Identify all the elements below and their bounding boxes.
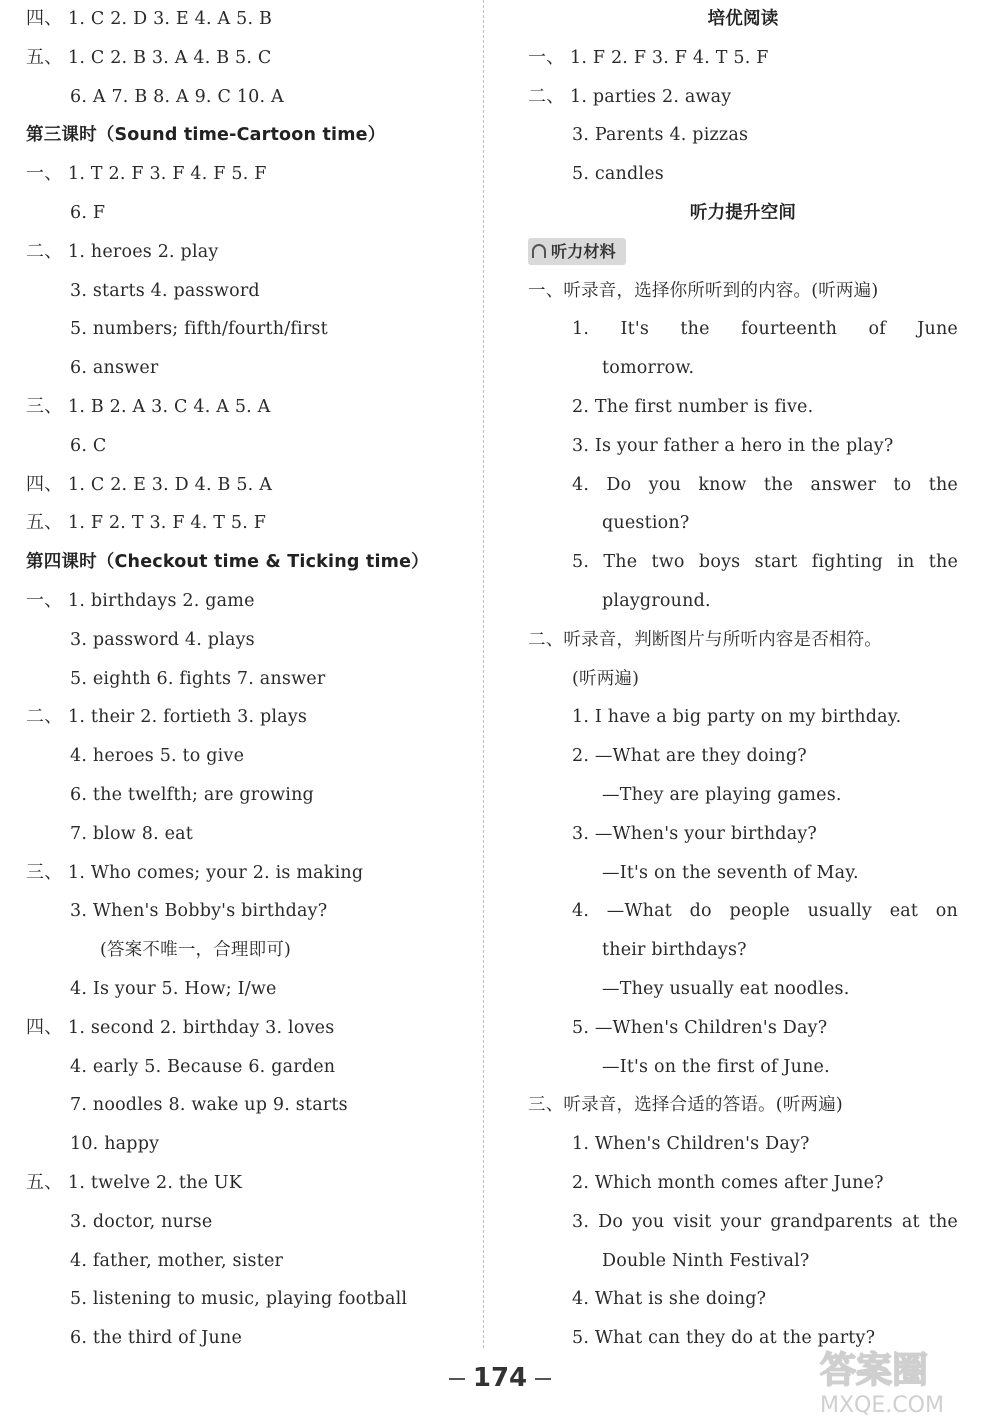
answer-line <box>26 931 466 970</box>
answer-text: 2. Which month comes after June? <box>572 1172 884 1193</box>
answer-line <box>528 116 958 155</box>
answer-text: 5. eighth 6. fights 7. answer <box>70 668 326 689</box>
answer-line <box>26 427 466 466</box>
answer-line <box>528 1009 958 1048</box>
answer-text: 5. listening to music, playing football <box>70 1289 408 1310</box>
answer-line <box>26 621 466 660</box>
answer-line <box>26 194 466 233</box>
answer-text: 5. numbers; fifth/fourth/first <box>70 319 328 340</box>
answer-line <box>26 1242 466 1281</box>
answer-line <box>528 582 958 621</box>
answer-line <box>26 155 466 194</box>
answer-text: 5. The two boys start fighting in the <box>572 552 958 573</box>
answer-text: (听两遍) <box>572 668 640 689</box>
answer-line <box>528 970 958 1009</box>
answer-line <box>528 854 958 893</box>
answer-text: 1. F 2. F 3. F 4. T 5. F <box>570 47 769 68</box>
answer-text: 4. early 5. Because 6. garden <box>70 1056 336 1077</box>
left-column <box>26 0 466 1358</box>
answer-text: 5. What can they do at the party? <box>572 1328 876 1349</box>
answer-line <box>528 272 958 311</box>
answer-line <box>26 0 466 39</box>
question-number: 三、 <box>26 861 63 883</box>
answer-text: 6. C <box>70 435 107 456</box>
answer-text: —They are playing games. <box>602 784 842 805</box>
answer-text: 6. A 7. B 8. A 9. C 10. A <box>70 86 284 107</box>
answer-line <box>26 1086 466 1125</box>
answer-text: 二、听录音，判断图片与所听内容是否相符。 <box>528 629 882 650</box>
answer-text: 1. C 2. B 3. A 4. B 5. C <box>68 47 272 68</box>
answer-line <box>26 582 466 621</box>
answer-text: 1. When's Children's Day? <box>572 1134 810 1155</box>
answer-text: 3. Is your father a hero in the play? <box>572 435 894 456</box>
answer-text: 7. blow 8. eat <box>70 823 194 844</box>
answer-text: 2. The first number is five. <box>572 396 814 417</box>
answer-text: 1. C 2. E 3. D 4. B 5. A <box>68 474 273 495</box>
answer-text: 4. What is she doing? <box>572 1289 767 1310</box>
answer-text: 6. the twelfth; are growing <box>70 784 314 805</box>
answer-text: 1. F 2. T 3. F 4. T 5. F <box>68 513 267 534</box>
answer-line <box>528 466 958 505</box>
question-number: 一、 <box>26 163 63 185</box>
page-number-text: 174 <box>472 1363 528 1393</box>
answer-line <box>528 543 958 582</box>
answer-line <box>26 504 466 543</box>
answer-text: 4. father, mother, sister <box>70 1250 284 1271</box>
answer-line <box>528 155 958 194</box>
answer-line <box>26 1319 466 1358</box>
answer-text: 3. Do you visit your grandparents at the <box>572 1211 958 1232</box>
question-number: 五、 <box>26 1171 63 1193</box>
answer-text: —It's on the first of June. <box>602 1056 830 1077</box>
answer-line <box>528 931 958 970</box>
answer-line <box>528 504 958 543</box>
question-number: 二、 <box>26 706 63 728</box>
answer-line <box>26 1203 466 1242</box>
answer-line <box>528 892 958 931</box>
answer-line <box>528 1203 958 1242</box>
answer-line <box>528 78 958 117</box>
answer-text: question? <box>602 513 690 534</box>
section-heading: 第四课时（Checkout time & Ticking time） <box>26 552 429 573</box>
question-number: 一、 <box>528 46 565 68</box>
question-number: 四、 <box>26 1016 63 1038</box>
answer-text: 3. password 4. plays <box>70 629 255 650</box>
watermark-logo <box>812 1338 988 1420</box>
answer-text: 3. starts 4. password <box>70 280 260 301</box>
answer-line <box>528 1086 958 1125</box>
answer-line <box>26 970 466 1009</box>
question-number: 三、 <box>26 395 63 417</box>
question-number: 二、 <box>26 240 63 262</box>
column-divider <box>483 0 484 1348</box>
answer-line <box>26 78 466 117</box>
answer-text: 5. —When's Children's Day? <box>572 1017 828 1038</box>
answer-line <box>26 466 466 505</box>
answer-line <box>26 854 466 893</box>
answer-line <box>26 660 466 699</box>
answer-line <box>26 349 466 388</box>
answer-text: 10. happy <box>70 1134 160 1155</box>
answer-line <box>528 1280 958 1319</box>
answer-line <box>26 737 466 776</box>
answer-line <box>528 349 958 388</box>
answer-text: 2. —What are they doing? <box>572 746 807 767</box>
listening-material-tag-row <box>528 233 958 272</box>
answer-line <box>26 272 466 311</box>
answer-line <box>528 310 958 349</box>
answer-text: playground. <box>602 590 711 611</box>
answer-text: 3. doctor, nurse <box>70 1211 213 1232</box>
answer-text: 1. It's the fourteenth of June <box>572 319 958 340</box>
answer-line <box>528 776 958 815</box>
answer-line <box>528 1242 958 1281</box>
answer-text: tomorrow. <box>602 358 695 379</box>
tag-label: 听力材料 <box>551 241 616 261</box>
answer-line <box>528 39 958 78</box>
section-heading: 培优阅读 <box>707 9 779 29</box>
answer-text: 4. heroes 5. to give <box>70 746 245 767</box>
answer-text: 1. T 2. F 3. F 4. F 5. F <box>68 164 267 185</box>
answer-text: 6. the third of June <box>70 1328 243 1349</box>
answer-text: 3. Parents 4. pizzas <box>572 125 749 146</box>
answer-line <box>26 892 466 931</box>
answer-line <box>528 388 958 427</box>
answer-text: 1. second 2. birthday 3. loves <box>68 1017 335 1038</box>
listening-material-tag <box>528 238 626 265</box>
answer-line <box>528 737 958 776</box>
answer-text: 3. When's Bobby's birthday? <box>70 901 328 922</box>
answer-text: 1. heroes 2. play <box>68 241 219 262</box>
question-number: 一、 <box>26 589 63 611</box>
answer-text: 1. birthdays 2. game <box>68 590 255 611</box>
answer-text: 1. I have a big party on my birthday. <box>572 707 902 728</box>
answer-text: 4. Is your 5. How; I/we <box>70 978 277 999</box>
answer-line <box>26 815 466 854</box>
answer-line <box>26 388 466 427</box>
answer-text: 6. answer <box>70 358 159 379</box>
answer-text: 1. B 2. A 3. C 4. A 5. A <box>68 396 271 417</box>
answer-text: 一、听录音，选择你所听到的内容。(听两遍) <box>528 280 879 301</box>
answer-text: Double Ninth Festival? <box>602 1250 810 1271</box>
answer-text: 5. candles <box>572 164 664 185</box>
headphones-icon <box>532 244 546 258</box>
question-number: 五、 <box>26 512 63 534</box>
answer-text: 1. C 2. D 3. E 4. A 5. B <box>68 9 273 29</box>
answer-line <box>26 776 466 815</box>
answer-text: 三、听录音，选择合适的答语。(听两遍) <box>528 1095 843 1116</box>
answer-line <box>528 660 958 699</box>
answer-line <box>26 1125 466 1164</box>
answer-line <box>26 39 466 78</box>
answer-line <box>26 310 466 349</box>
dash-left <box>449 1378 465 1380</box>
answer-line <box>26 1009 466 1048</box>
answer-line <box>528 815 958 854</box>
answer-line <box>528 1048 958 1087</box>
answer-text: 3. —When's your birthday? <box>572 823 817 844</box>
right-column <box>528 0 958 1358</box>
dash-right <box>535 1378 551 1380</box>
answer-text: 1. parties 2. away <box>570 86 732 107</box>
answer-line <box>26 698 466 737</box>
answer-line <box>26 1280 466 1319</box>
answer-text: (答案不唯一，合理即可) <box>100 940 292 961</box>
watermark-line1: 答案圈 <box>820 1350 929 1391</box>
answer-text: —It's on the seventh of May. <box>602 862 859 883</box>
answer-text: 7. noodles 8. wake up 9. starts <box>70 1095 348 1116</box>
answer-line <box>528 427 958 466</box>
answer-text: 6. F <box>70 202 106 223</box>
answer-text: 1. twelve 2. the UK <box>68 1172 243 1193</box>
answer-text: their birthdays? <box>602 940 747 961</box>
watermark-line2: MXQE.COM <box>820 1393 944 1418</box>
answer-line <box>26 1164 466 1203</box>
section-heading: 听力提升空间 <box>689 202 797 223</box>
question-number: 四、 <box>26 8 63 29</box>
answer-line <box>528 621 958 660</box>
answer-line <box>26 1048 466 1087</box>
answer-line <box>528 1125 958 1164</box>
answer-text: 1. Who comes; your 2. is making <box>68 862 364 883</box>
answer-line <box>528 698 958 737</box>
question-number: 五、 <box>26 46 63 68</box>
section-heading: 第三课时（Sound time-Cartoon time） <box>26 125 386 146</box>
answer-text: 4. Do you know the answer to the <box>572 474 958 495</box>
answer-line <box>26 233 466 272</box>
answer-text: 4. —What do people usually eat on <box>572 901 958 922</box>
question-number: 二、 <box>528 85 565 107</box>
answer-text: 1. their 2. fortieth 3. plays <box>68 707 308 728</box>
question-number: 四、 <box>26 473 63 495</box>
answer-text: —They usually eat noodles. <box>602 978 850 999</box>
answer-line <box>528 1164 958 1203</box>
